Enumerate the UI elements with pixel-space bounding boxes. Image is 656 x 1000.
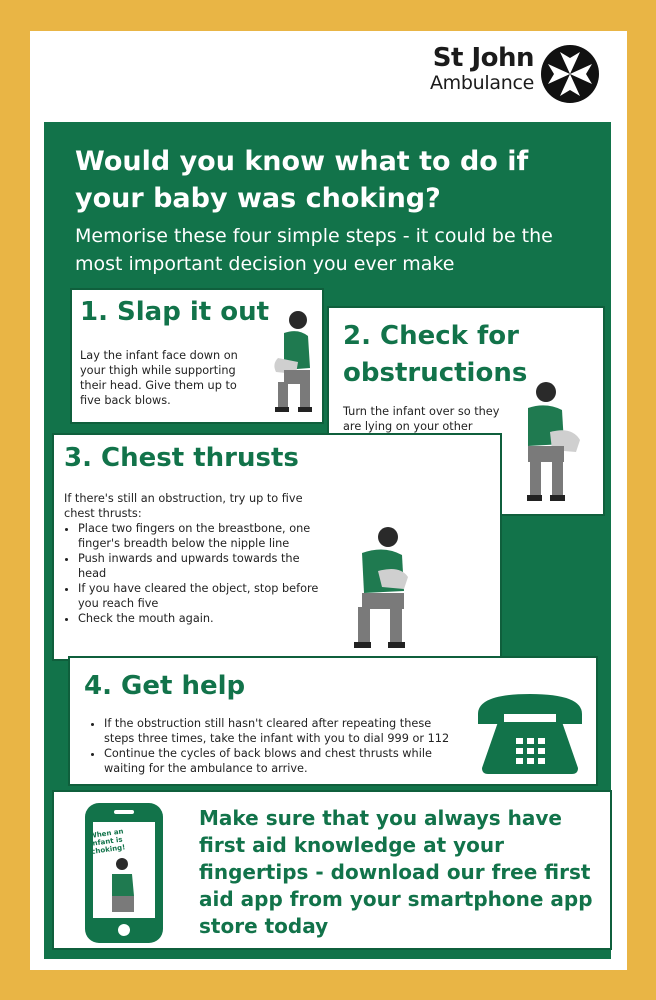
step-3-body [64, 491, 326, 626]
step-3-figure [350, 523, 412, 651]
step-3-bullet: • Place two fingers on the breastbone, one finger's breadth below the nipple line [78, 521, 326, 551]
step-4-title: 4. Get help [84, 671, 246, 701]
logo-wordmark [412, 44, 534, 94]
smartphone-icon [84, 802, 164, 944]
telephone-icon [472, 688, 588, 776]
step-4-body [90, 716, 450, 776]
subheadline: Memorise these four simple steps - it could be the most important decision you ever make [75, 225, 553, 275]
app-call-to-action: Make sure that you always have first aid knowledge at your fingertips - download our free first aid app from your smartphone app store today [199, 806, 593, 938]
step-3-bullet: • If you have cleared the object, stop before you reach five [78, 581, 326, 611]
step-4-bullet: • Continue the cycles of back blows and chest thrusts while waiting for the ambulance to arrive. [104, 746, 450, 776]
step-3-list [64, 521, 326, 626]
step-4-bullet: • If the obstruction still hasn't cleared after repeating these steps three times, take the infant with you to dial 999 or 112 [104, 716, 450, 746]
step-3-intro: If there's still an obstruction, try up to five chest thrusts: [64, 492, 303, 520]
step-2-text: Turn the infant over so they are lying on your other [343, 405, 500, 433]
st-john-cross-icon [540, 44, 600, 104]
st-john-logo [412, 44, 582, 106]
logo-line-2: Ambulance [429, 72, 534, 94]
step-3-title: 3. Chest thrusts [64, 443, 299, 473]
step-1-title: 1. Slap it out [80, 297, 270, 327]
logo-line-1: St John [432, 43, 534, 73]
headline: Would you know what to do if your baby was choking? [75, 146, 529, 214]
app-screen-text: When an infant is choking! [88, 827, 126, 856]
step-1-text: Lay the infant face down on your thigh while supporting their head. Give them up to five back blows. [80, 349, 238, 407]
step-4-list [90, 716, 450, 776]
step-2-title-line-2: obstructions [343, 358, 528, 388]
step-3-bullet: • Check the mouth again. [78, 611, 326, 626]
step-3-bullet: • Push inwards and upwards towards the head [78, 551, 326, 581]
step-2-title [343, 318, 527, 392]
step-2-title-line-1: 2. Check for [343, 321, 519, 351]
step-1-figure [262, 308, 320, 413]
step-2-figure [512, 378, 584, 506]
